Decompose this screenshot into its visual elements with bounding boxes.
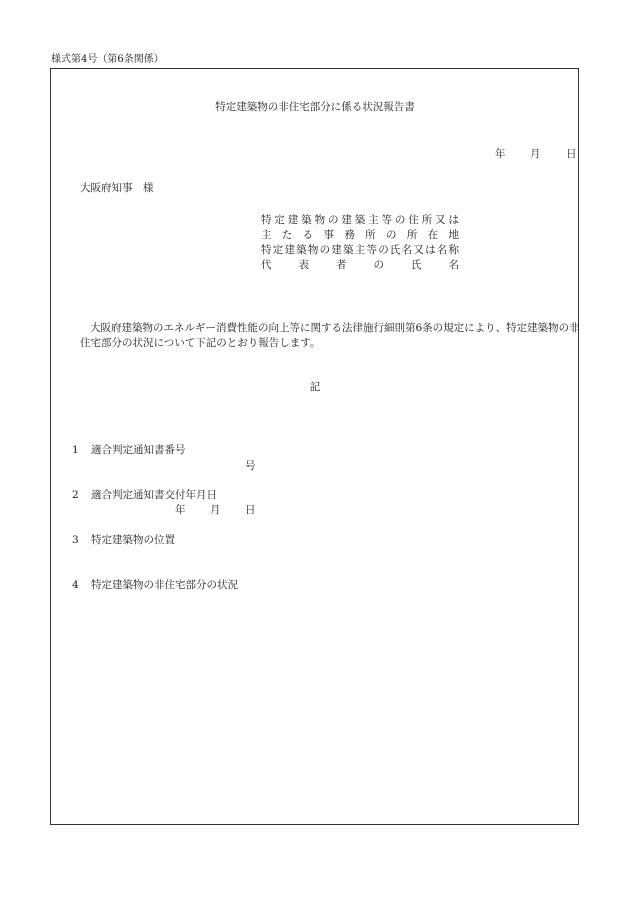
item-2-label: 適合判定通知書交付年月日 xyxy=(91,489,217,501)
sender-representative-label: 代 表 者 の 氏 名 xyxy=(261,259,459,271)
item-3-number: 3 xyxy=(72,534,79,546)
ki-heading: 記 xyxy=(309,381,321,393)
item-4-label: 特定建築物の非住宅部分の状況 xyxy=(91,579,238,591)
item-2-day: 日 xyxy=(245,504,256,516)
date-month-label: 月 xyxy=(530,148,541,160)
form-number-label: 様式第4号（第6条関係） xyxy=(51,54,164,65)
date-year-label: 年 xyxy=(495,148,506,160)
item-1-number: 1 xyxy=(72,444,79,456)
document-title: 特定建築物の非住宅部分に係る状況報告書 xyxy=(215,101,415,113)
sender-address-label: 特 定 建 築 物 の 建 築 主 等 の 住 所 又 は xyxy=(261,214,459,226)
sender-office-label: 主 た る 事 務 所 の 所 在 地 xyxy=(261,229,459,241)
item-3-label: 特定建築物の位置 xyxy=(91,534,175,546)
item-1-label: 適合判定通知書番号 xyxy=(91,444,186,456)
item-2-number: 2 xyxy=(72,489,79,501)
sender-name-label: 特 定 建 築 物 の 建 築 主 等 の 氏 名 又 は 名 称 xyxy=(261,244,459,256)
item-2-year: 年 xyxy=(175,504,186,516)
date-day-label: 日 xyxy=(566,148,577,160)
item-4-number: 4 xyxy=(72,579,79,591)
item-1-suffix: 号 xyxy=(245,460,256,472)
body-paragraph: 大阪府建築物のエネルギー消費性能の向上等に関する法律施行細則第6条の規定により、特定建築物の非住宅部分の状況について下記のとおり報告します。 xyxy=(80,322,580,349)
item-2-month: 月 xyxy=(210,504,221,516)
addressee: 大阪府知事 様 xyxy=(80,182,154,194)
